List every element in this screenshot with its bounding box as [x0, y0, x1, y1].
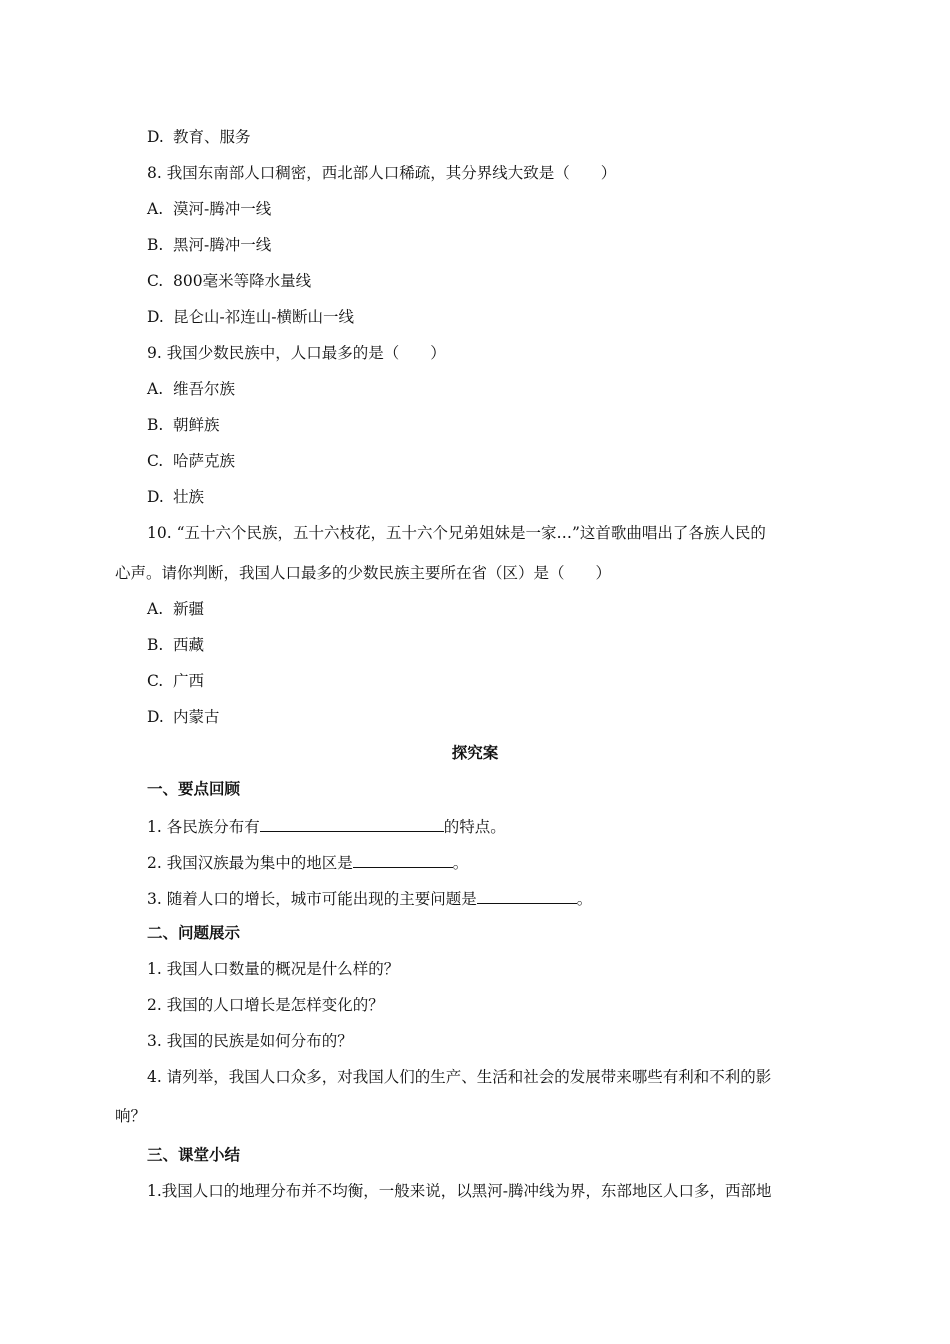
fill-blank: [477, 887, 577, 904]
q9-option-c: C. 哈萨克族: [147, 452, 236, 470]
fill-blank: [260, 815, 444, 832]
section2-item-3: 3. 我国的民族是如何分布的？: [147, 1032, 353, 1050]
q9-option-d: D. 壮族: [147, 488, 205, 506]
q8-option-d: D. 昆仑山-祁连山-横断山一线: [147, 308, 354, 326]
section2-item-1: 1. 我国人口数量的概况是什么样的？: [147, 960, 400, 978]
q10-option-d: D. 内蒙古: [147, 708, 220, 726]
q10-option-a: A. 新疆: [147, 600, 205, 618]
q10-stem-line1: 10. “五十六个民族，五十六枝花，五十六个兄弟姐妹是一家…”这首歌曲唱出了各族人民的: [147, 524, 766, 542]
section3-item-1: 1.我国人口的地理分布并不均衡，一般来说，以黑河-腾冲线为界，东部地区人口多，西部地: [147, 1182, 772, 1200]
q8-option-c: C. 800毫米等降水量线: [147, 272, 312, 290]
q10-option-b: B. 西藏: [147, 636, 205, 654]
q8-option-a: A. 漠河-腾冲一线: [147, 200, 272, 218]
q10-option-c: C. 广西: [147, 672, 205, 690]
q7-option-d: D. 教育、服务: [147, 128, 251, 146]
section2-item-4-line2: 响？: [115, 1107, 147, 1125]
section2-item-4-line1: 4. 请列举，我国人口众多，对我国人们的生产、生活和社会的发展带来哪些有利和不利的影: [147, 1068, 772, 1086]
q8-stem: 8. 我国东南部人口稠密，西北部人口稀疏，其分界线大致是（ ）: [147, 164, 617, 182]
section2-item-2: 2. 我国的人口增长是怎样变化的？: [147, 996, 384, 1014]
section2-heading: 二、问题展示: [147, 924, 241, 942]
section1-heading: 一、要点回顾: [147, 780, 241, 798]
section1-item-2: 2. 我国汉族最为集中的地区是 。: [147, 851, 468, 873]
section3-heading: 三、课堂小结: [147, 1146, 241, 1164]
q8-option-b: B. 黑河-腾冲一线: [147, 236, 272, 254]
q9-stem: 9. 我国少数民族中，人口最多的是（ ）: [147, 344, 446, 362]
section1-item-3: 3. 随着人口的增长，城市可能出现的主要问题是 。: [147, 887, 592, 909]
q9-option-a: A. 维吾尔族: [147, 380, 236, 398]
q10-stem-line2: 心声。请你判断，我国人口最多的少数民族主要所在省（区）是（ ）: [115, 564, 612, 582]
q9-option-b: B. 朝鲜族: [147, 416, 220, 434]
section1-item-1: 1. 各民族分布有 的特点。: [147, 815, 506, 837]
explore-section-title: 探究案: [451, 744, 499, 762]
fill-blank: [353, 851, 453, 868]
